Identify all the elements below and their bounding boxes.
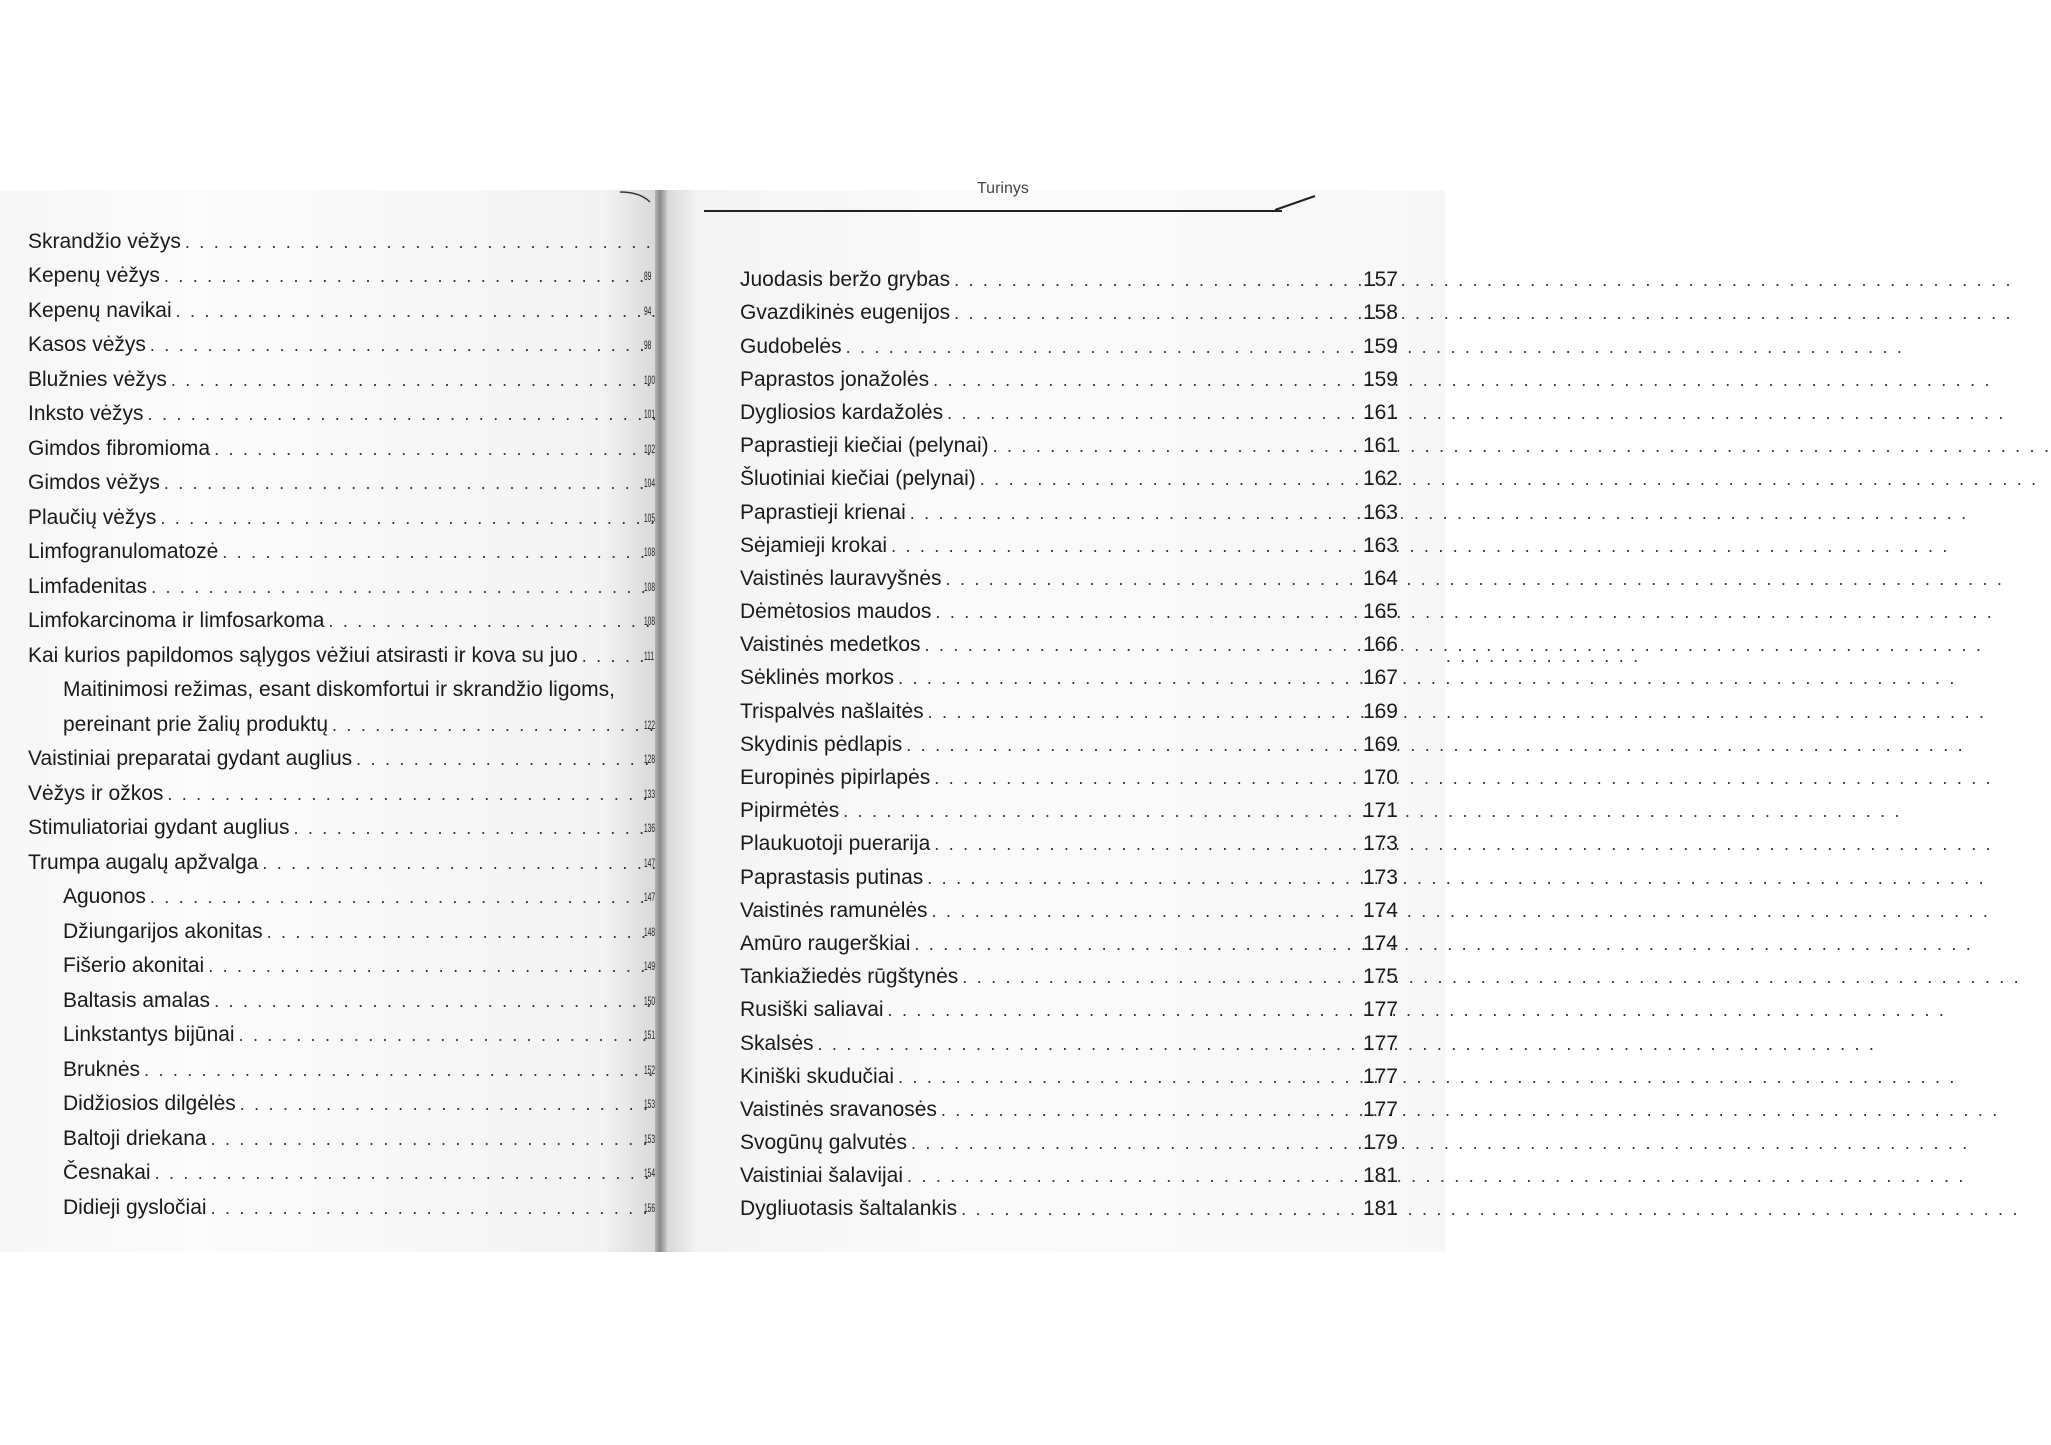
toc-entry-title: Sėjamieji krokai [740,533,888,557]
toc-dot-leader [328,610,640,632]
toc-entry-page: 108 [644,614,656,628]
right-page [667,180,1445,1252]
toc-entry-title: Limfokarcinoma ir limfosarkoma [28,609,325,632]
toc-entry-title: Vaistinės medetkos [740,633,921,657]
header-rule-flourish [1275,194,1315,214]
toc-entry-page: 174 [1362,898,1398,922]
toc-dot-leader [961,1198,1359,1220]
toc-dot-leader [906,734,1359,756]
left-page [0,190,655,1252]
toc-entry-page: 159 [1362,367,1398,391]
toc-dot-leader [164,265,640,287]
toc-entry-page: 111 [644,648,655,663]
toc-dot-leader [910,502,1359,524]
toc-entry-title: Vaistiniai šalavijai [740,1164,904,1188]
toc-entry-page: 170 [1362,766,1398,789]
toc-entry-page: 104 [644,476,656,490]
toc-entry-title: Gimdos fibromioma [28,436,211,460]
toc-entry-page: 161 [1362,434,1398,458]
page-corner-curl [620,190,660,210]
toc-entry [740,822,1398,855]
toc-entry [28,874,654,909]
toc-dot-leader [176,300,640,322]
toc-entry-title: Juodasis beržo grybas [740,268,951,292]
toc-dot-leader [356,748,640,770]
toc-dot-leader [208,955,640,977]
toc-entry-title: Maitinimosi režimas, esant diskomfortui ir skrandžio ligoms, [63,678,615,701]
toc-entry-title: Vėžys ir ožkos [28,781,164,805]
toc-entry-page: 177 [1362,1031,1398,1055]
toc-entry [740,955,1398,988]
toc-dot-leader [239,1024,640,1046]
toc-entry-title: Sėklinės morkos [740,666,895,690]
toc-entry [28,253,654,288]
toc-entry-title: Trumpa augalų apžvalga [28,850,259,874]
toc-entry-page: 159 [1362,334,1398,358]
toc-entry-page: 154 [644,1166,656,1180]
toc-entry-page: 147 [644,855,656,870]
toc-dot-leader [980,468,1359,490]
toc-entry [740,855,1398,888]
toc-entry-title: Plaučių vėžys [28,505,157,529]
toc-entry-title: Paprastieji krienai [740,500,906,524]
toc-dot-leader [240,1093,640,1115]
toc-entry [740,623,1398,656]
toc-entry-page: 152 [644,1062,656,1077]
toc-entry-title: Tankiažiedės rūgštynės [740,965,959,989]
toc-entry-title: Vaistinės lauravyšnės [740,566,942,590]
toc-dot-leader [582,645,640,667]
toc-entry-title: Skalsės [740,1031,814,1055]
toc-entry [740,490,1398,523]
toc-entry-title: Vaistinės sravanosės [740,1097,937,1121]
toc-entry [28,977,654,1012]
toc-entry [740,1088,1398,1121]
toc-entry [740,524,1398,557]
toc-entry [28,322,654,357]
toc-dot-leader [934,833,1359,855]
toc-entry-page: 122 [644,717,656,732]
toc-entry-page: 177 [1362,998,1398,1022]
toc-dot-leader [151,576,640,598]
toc-dot-leader [262,852,640,874]
toc-entry [28,770,654,805]
toc-dot-leader [934,767,1359,789]
toc-dot-leader [214,438,640,460]
toc-entry [740,1187,1398,1220]
toc-entry-title: Stimuliatoriai gydant auglius [28,816,290,839]
toc-entry-title: Plaukuotoji puerarija [740,832,931,856]
toc-entry-page: 173 [1362,832,1398,856]
toc-dot-leader [211,1128,640,1150]
toc-entry-title: Dygliosios kardažolės [740,400,944,424]
toc-entry-page: 101 [644,407,656,421]
toc-entry-page: 169 [1362,699,1398,723]
toc-entry-title: Didieji gysločiai [63,1195,207,1219]
toc-entry [740,689,1398,722]
toc-entry-title: Linkstantys bijūnai [63,1023,235,1046]
toc-entry [28,1012,654,1047]
toc-dot-leader [293,817,640,839]
toc-entry [740,723,1398,756]
toc-entry [28,908,654,943]
toc-entry-title: Europinės pipirlapės [740,766,931,789]
toc-entry [28,1046,654,1081]
toc-entry [740,424,1398,457]
toc-entry [740,889,1398,922]
toc-dot-leader [160,507,640,529]
toc-entry-title: Gudobelės [740,334,842,358]
toc-entry-page: 156 [644,1200,656,1215]
toc-dot-leader [846,336,1359,358]
book-gutter [655,190,667,1252]
toc-dot-leader [888,999,1359,1021]
toc-entry [28,425,654,460]
toc-dot-leader [148,403,640,425]
toc-entry-page: 108 [644,545,656,559]
toc-entry [740,922,1398,955]
toc-entry-page: 164 [1362,566,1398,590]
toc-entry [28,632,654,667]
toc-entry [740,988,1398,1021]
toc-entry-page: 148 [644,924,656,939]
toc-entry [28,598,654,633]
toc-entry [740,1021,1398,1054]
toc-entry-page: 174 [1362,931,1398,955]
toc-dot-leader [167,783,640,805]
toc-entry-title: Baltoji driekana [63,1126,207,1150]
toc-entry-page: 100 [644,372,656,387]
toc-dot-leader [267,921,640,943]
toc-entry-title: Aguonos [63,885,146,908]
toc-entry [740,391,1398,424]
toc-entry-page: 149 [644,959,656,973]
toc-entry [740,656,1398,689]
toc-entry-page: 94 [644,303,652,318]
toc-dot-leader [211,1197,640,1219]
toc-entry-title: Gvazdikinės eugenijos [740,301,951,325]
running-header: Turinys [977,180,1029,197]
toc-entry-page: 147 [644,890,656,904]
toc-entry-title: Inksto vėžys [28,402,144,425]
toc-dot-leader [927,867,1359,889]
toc-dot-leader [164,472,640,494]
toc-entry-page: 98 [644,338,652,352]
toc-entry-page: 177 [1362,1097,1398,1121]
toc-entry-title: Skrandžio vėžys [28,229,181,253]
toc-entry-page: 157 [1362,268,1398,292]
toc-entry-title: Blužnies vėžys [28,367,167,391]
toc-dot-leader [891,535,1359,557]
toc-entry [740,1121,1398,1154]
toc-entry-page: 181 [1362,1164,1398,1188]
toc-entry [28,1115,654,1150]
toc-dot-leader [898,667,1359,689]
toc-entry-page: 173 [1362,865,1398,889]
toc-entry [28,356,654,391]
toc-entry-title: Paprastasis putinas [740,865,924,889]
toc-entry-page: 169 [1362,732,1398,756]
toc-entry-page: 153 [644,1097,656,1111]
header-rule [704,210,1282,212]
toc-entry-page: 163 [1362,533,1398,557]
left-toc-list [28,218,654,1219]
toc-entry [740,756,1398,789]
toc-dot-leader [928,701,1359,723]
toc-entry [740,358,1398,391]
toc-dot-leader [954,269,1359,291]
toc-dot-leader [144,1059,640,1081]
toc-entry-title: Paprastieji kiečiai (pelynai) [740,434,989,458]
toc-entry-title: pereinant prie žalių produktų [63,712,329,736]
toc-entry-page: 89 [644,269,652,283]
toc-dot-leader [914,933,1359,955]
toc-dot-leader [946,568,1359,590]
toc-dot-leader [150,886,640,908]
toc-entry-page: 102 [644,441,656,456]
toc-dot-leader [935,601,1359,623]
toc-entry-page: 166 [1362,633,1398,657]
toc-entry-title: Vaistiniai preparatai gydant auglius [28,747,353,770]
toc-entry [28,529,654,564]
toc-entry-title: Gimdos vėžys [28,471,160,494]
toc-entry-title: Vaistinės ramunėlės [740,898,928,922]
toc-dot-leader [818,1033,1359,1055]
right-toc-list [740,258,1398,1220]
toc-entry [740,789,1398,822]
toc-entry-page: 179 [1362,1131,1398,1155]
toc-dot-leader [185,231,640,253]
toc-entry-title: Bruknės [63,1057,141,1081]
toc-entry [28,218,654,253]
toc-entry [28,1081,654,1116]
toc-entry-page: 108 [644,579,656,594]
toc-dot-leader [954,302,1359,324]
toc-dot-leader [214,990,640,1012]
toc-dot-leader [150,334,640,356]
toc-entry-title: Didžiosios dilgėlės [63,1092,236,1115]
toc-entry-page: 133 [644,786,656,801]
toc-entry-title: Trispalvės našlaitės [740,699,924,723]
toc-entry [28,391,654,426]
toc-dot-leader [155,1162,640,1184]
toc-entry-page: 167 [1362,666,1398,690]
toc-entry-page: 165 [1362,600,1398,624]
toc-entry-title: Kasos vėžys [28,333,146,356]
toc-entry-page: 161 [1362,400,1398,424]
toc-entry [740,324,1398,357]
toc-dot-leader [962,966,1359,988]
toc-dot-leader [222,541,640,563]
toc-entry [740,291,1398,324]
toc-entry-title: Baltasis amalas [63,988,211,1012]
toc-entry-title: Svogūnų galvutės [740,1131,907,1155]
toc-entry [740,590,1398,623]
toc-entry [28,563,654,598]
toc-entry [740,457,1398,490]
toc-entry-title: Dėmėtosios maudos [740,600,932,624]
toc-dot-leader [941,1099,1359,1121]
toc-entry-title: Česnakai [63,1161,151,1184]
toc-entry-page: 162 [1362,467,1398,491]
toc-entry [28,667,654,702]
toc-entry-page: 163 [1362,500,1398,524]
toc-entry-title: Skydinis pėdlapis [740,732,903,756]
toc-dot-leader [907,1165,1359,1187]
toc-dot-leader [332,714,640,736]
toc-dot-leader [911,1132,1359,1154]
toc-entry-title: Paprastos jonažolės [740,367,930,391]
toc-dot-leader [925,634,1359,656]
toc-entry-page: 151 [644,1028,656,1042]
toc-entry-page: 177 [1362,1064,1398,1088]
toc-entry [740,1055,1398,1088]
toc-dot-leader [993,435,1359,457]
toc-dot-leader [932,900,1359,922]
toc-entry-title: Limfogranulomatozė [28,540,219,563]
toc-entry [28,943,654,978]
toc-entry-title: Kiniški skudučiai [740,1064,895,1088]
toc-entry [28,1150,654,1185]
toc-entry-page: 153 [644,1131,656,1146]
toc-entry [28,839,654,874]
toc-entry-title: Limfadenitas [28,574,148,598]
toc-entry-title: Rusiški saliavai [740,998,884,1022]
toc-entry [28,805,654,840]
toc-entry [740,557,1398,590]
toc-entry-page: 175 [1362,965,1398,989]
toc-entry [28,494,654,529]
toc-entry [28,1184,654,1219]
toc-entry-page: 150 [644,993,656,1008]
toc-entry [28,736,654,771]
toc-entry-title: Kai kurios papildomos sąlygos vėžiui atsirasti ir kova su juo [28,643,578,667]
toc-entry-page: 105 [644,510,656,525]
toc-entry-page: 136 [644,821,656,835]
toc-entry-title: Šluotiniai kiečiai (pelynai) [740,467,976,491]
toc-dot-leader [843,800,1359,822]
toc-entry-page: 158 [1362,301,1398,325]
toc-entry-title: Pipirmėtės [740,799,840,823]
toc-dot-leader [947,402,1359,424]
toc-entry-title: Džiungarijos akonitas [63,919,263,943]
toc-dot-leader [171,369,640,391]
toc-entry-title: Kepenų vėžys [28,264,160,287]
toc-entry [28,287,654,322]
toc-entry-title: Kepenų navikai [28,298,172,322]
toc-dot-leader [933,369,1359,391]
toc-entry-title: Dygliuotasis šaltalankis [740,1197,958,1221]
toc-entry-title: Amūro raugerškiai [740,931,911,955]
toc-entry [28,701,654,736]
toc-entry-page: 171 [1362,799,1398,823]
toc-entry [740,258,1398,291]
toc-entry-page: 128 [644,752,656,766]
toc-entry-page: 181 [1362,1197,1398,1221]
toc-entry [740,1154,1398,1187]
toc-entry-title: Fišerio akonitai [63,954,205,977]
toc-dot-leader [898,1066,1359,1088]
toc-entry [28,460,654,495]
